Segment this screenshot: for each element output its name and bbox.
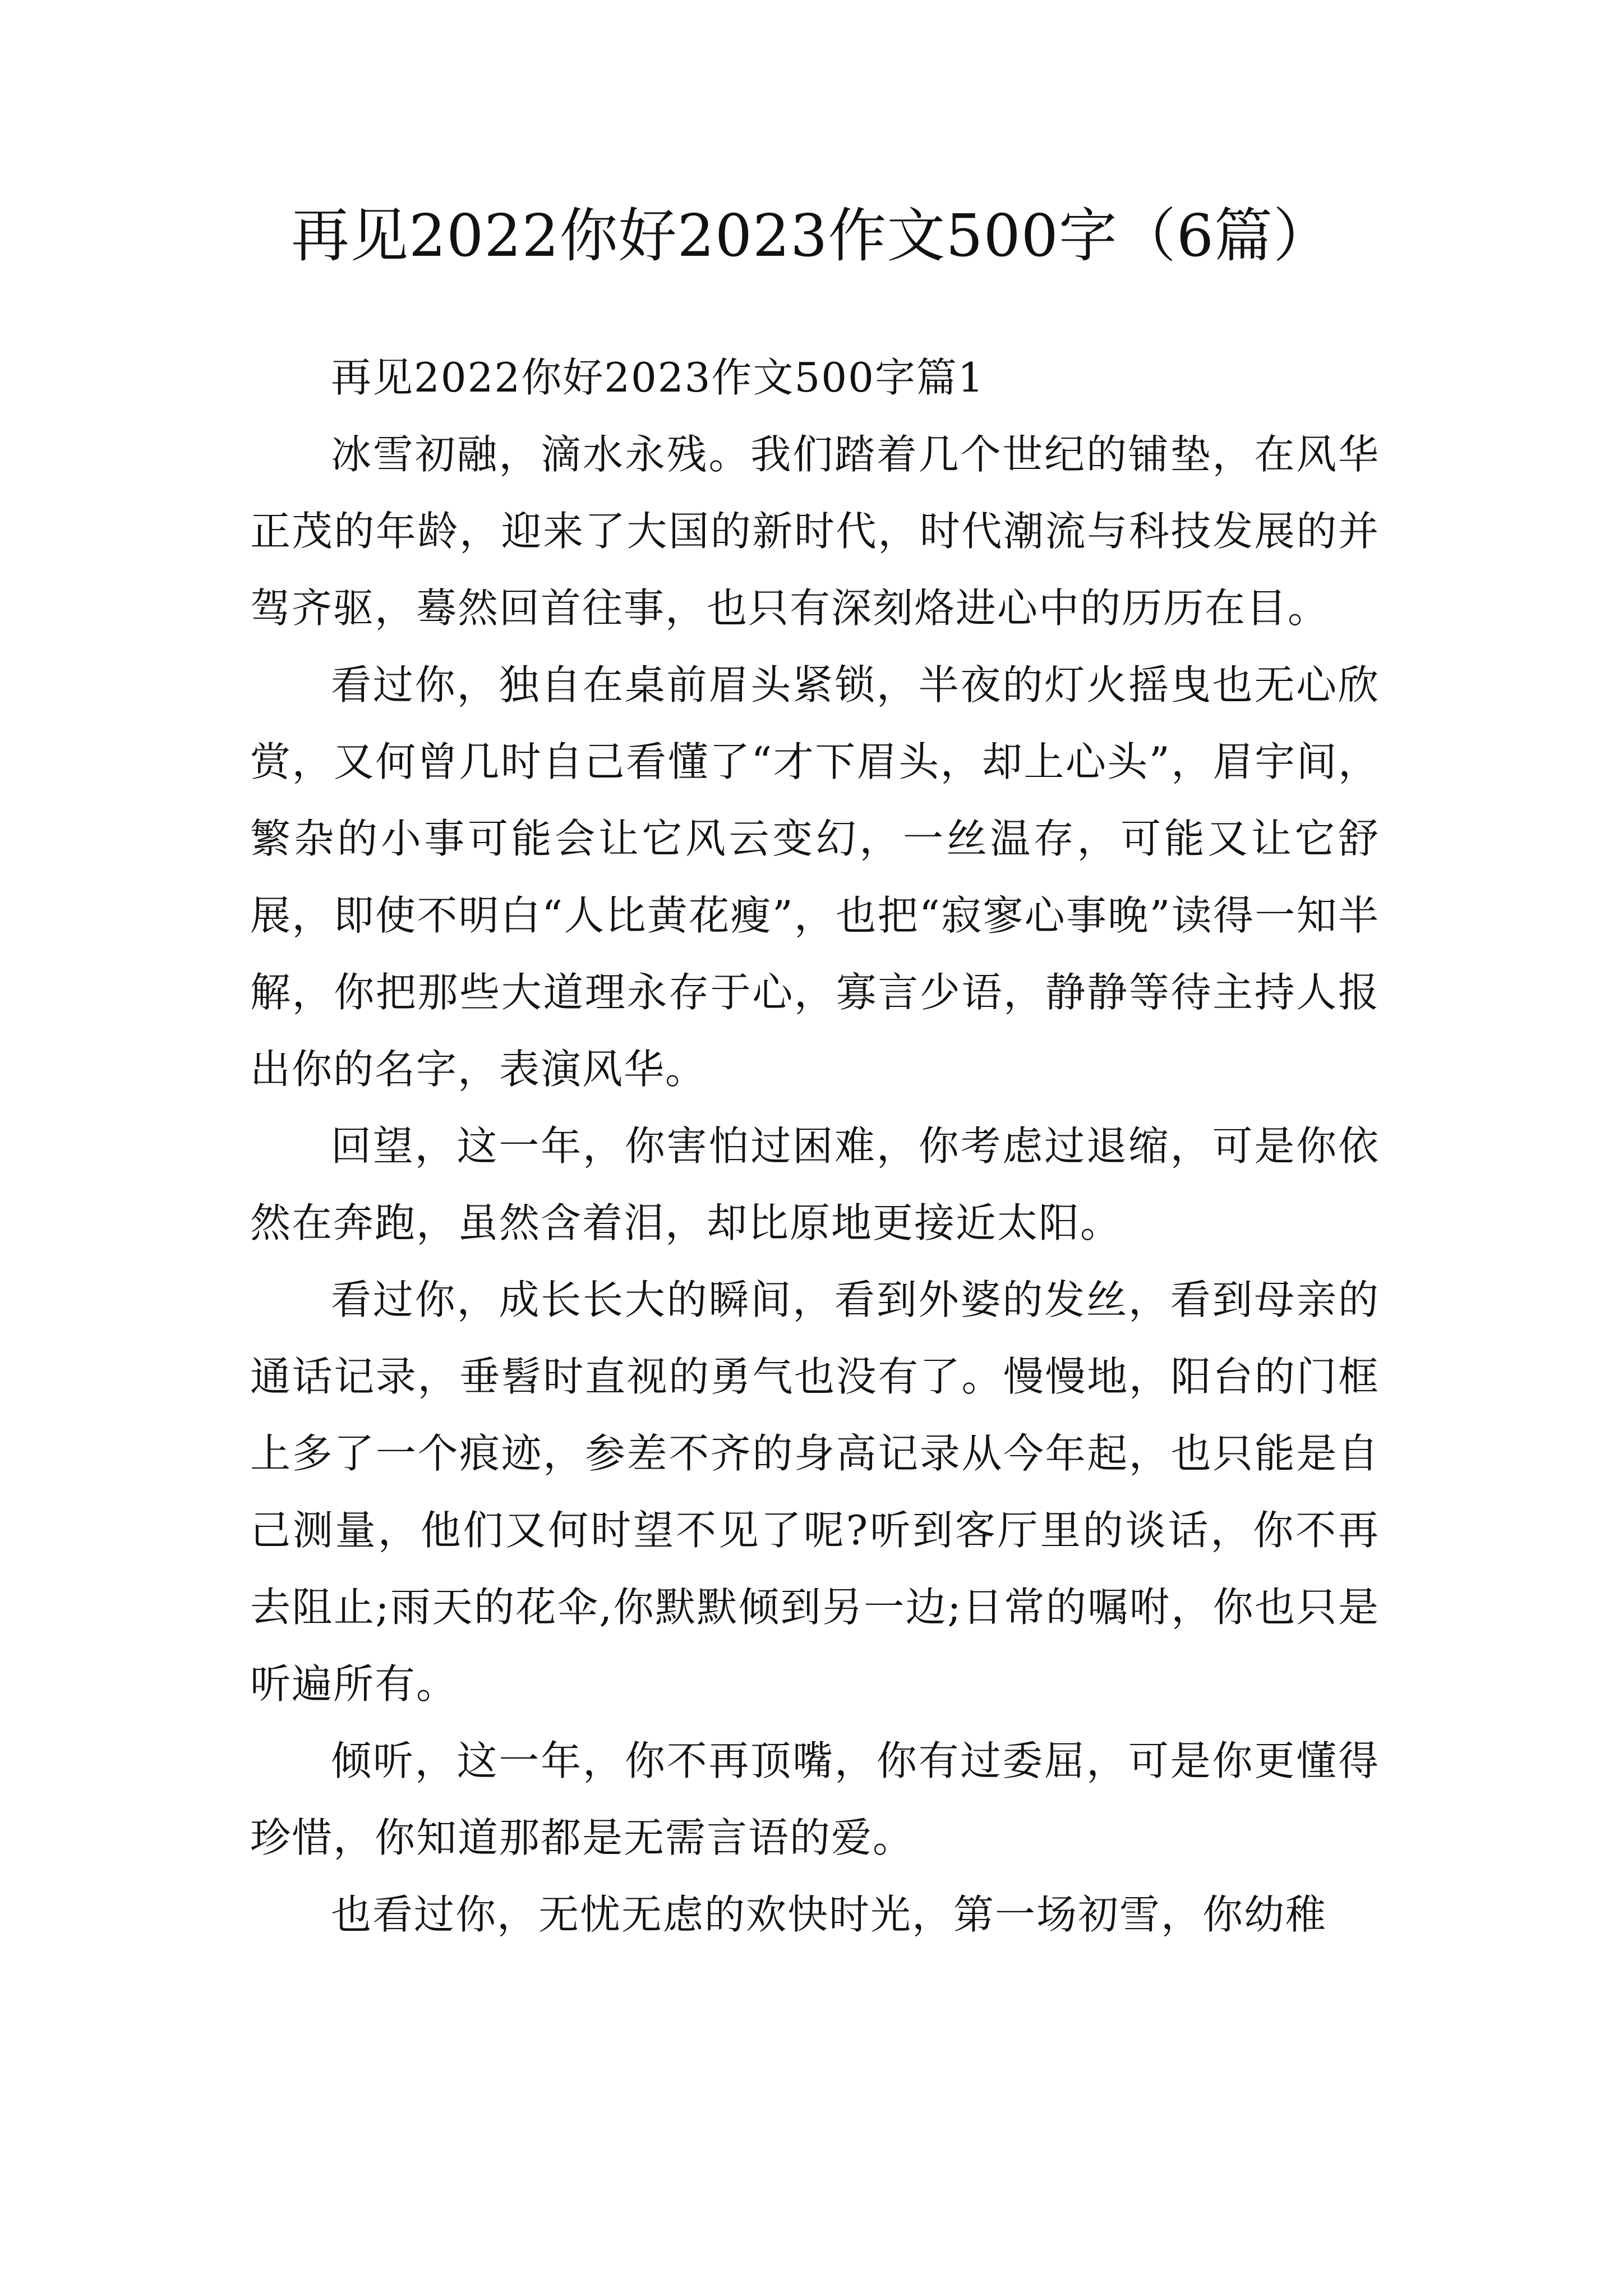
paragraph-6: 也看过你，无忧无虑的欢快时光，第一场初雪，你幼稚 — [331, 1891, 1327, 1938]
paragraph-5: 倾听，这一年，你不再顶嘴，你有过委屈，可是你更懂得珍惜，你知道那都是无需言语的爱。 — [250, 1737, 1380, 1861]
document-body — [250, 339, 1380, 1953]
paragraph-1: 冰雪初融，滴水永残。我们踏着几个世纪的铺垫，在风华正茂的年龄，迎来了大国的新时代，时代潮流与科技发展的并驾齐驱，蓦然回首往事，也只有深刻烙进心中的历历在目。 — [250, 431, 1380, 632]
paragraph-2: 看过你，独自在桌前眉头紧锁，半夜的灯火摇曳也无心欣赏，又何曾几时自己看懂了“才下眉头，却上心头”，眉宇间，繁杂的小事可能会让它风云变幻，一丝温存，可能又让它舒展，即使不明白“人比黄花瘦”，也把“寂寥心事晚”读得一知半解，你把那些大道理永存于心，寡言少语，静静等待主持人报出你的名字，表演风华。 — [250, 661, 1380, 1093]
section-heading: 再见2022你好2023作文500字篇1 — [331, 354, 985, 401]
paragraph-4: 看过你，成长长大的瞬间，看到外婆的发丝，看到母亲的通话记录，垂髫时直视的勇气也没有了。慢慢地，阳台的门框上多了一个痕迹，参差不齐的身高记录从今年起，也只能是自己测量，他们又何时望不见了呢?听到客厅里的谈话，你不再去阻止;雨天的花伞,你默默倾到另一边;日常的嘱咐，你也只是听遍所有。 — [250, 1276, 1380, 1708]
paragraph-3: 回望，这一年，你害怕过困难，你考虑过退缩，可是你依然在奔跑，虽然含着泪，却比原地更接近太阳。 — [250, 1122, 1380, 1246]
document-title: 再见2022你好2023作文500字（6篇） — [291, 201, 1332, 270]
